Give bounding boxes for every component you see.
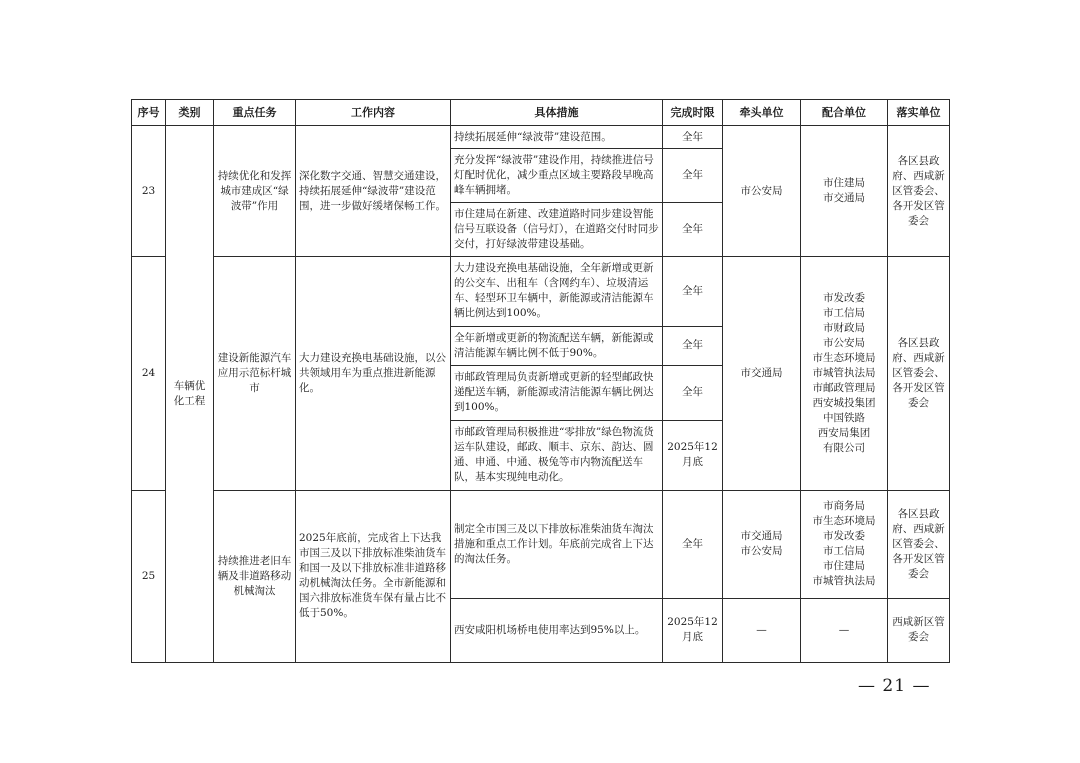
row-number: 23	[132, 126, 166, 256]
measure-cell: 市住建局在新建、改建道路时同步建设智能信号互联设备（信号灯），在道路交付时同步交付，打好绿波带建设基础。	[451, 202, 663, 256]
lead-cell: 市交通局	[723, 256, 801, 490]
deadline-cell: 全年	[663, 202, 723, 256]
coop-cell: 市发改委 市工信局 市财政局 市公安局 市生态环境局 市城管执法局 市邮政管理局 西安城投集团 中国铁路 西安局集团 有限公司	[801, 256, 888, 490]
measure-cell: 市邮政管理局积极推进“零排放”绿色物流货运车队建设，邮政、顺丰、京东、韵达、圆通、申通、中通、极兔等市内物流配送车队，基本实现纯电动化。	[451, 420, 663, 490]
impl-cell: 各区县政府、西咸新区管委会、各开发区管委会	[888, 126, 950, 256]
deadline-cell: 全年	[663, 256, 723, 326]
measure-cell: 充分发挥“绿波带”建设作用，持续推进信号灯配时优化，减少重点区域主要路段早晚高峰车辆拥堵。	[451, 148, 663, 202]
header-content: 工作内容	[296, 100, 451, 126]
lead-cell: 市交通局 市公安局	[723, 490, 801, 598]
header-row	[132, 100, 950, 126]
header-no: 序号	[132, 100, 166, 126]
impl-cell: 各区县政府、西咸新区管委会、各开发区管委会	[888, 490, 950, 598]
table-row	[132, 256, 950, 326]
row-number: 24	[132, 256, 166, 490]
content-cell: 深化数字交通、智慧交通建设，持续拓展延伸“绿波带”建设范围，进一步做好缓堵保畅工作。	[296, 126, 451, 256]
row-number: 25	[132, 490, 166, 662]
header-impl: 落实单位	[888, 100, 950, 126]
header-coop: 配合单位	[801, 100, 888, 126]
category-cell: 车辆优化工程	[166, 126, 214, 663]
measure-cell: 西安咸阳机场桥电使用率达到95%以上。	[451, 598, 663, 662]
coop-cell: 市商务局 市生态环境局 市发改委 市工信局 市住建局 市城管执法局	[801, 490, 888, 598]
header-measures: 具体措施	[451, 100, 663, 126]
header-lead: 牵头单位	[723, 100, 801, 126]
table-row	[132, 126, 950, 148]
header-category: 类别	[166, 100, 214, 126]
header-deadline: 完成时限	[663, 100, 723, 126]
task-cell: 持续优化和发挥城市建成区“绿波带”作用	[214, 126, 296, 256]
task-cell: 持续推进老旧车辆及非道路移动机械淘汰	[214, 490, 296, 662]
deadline-cell: 全年	[663, 126, 723, 148]
measures-table	[131, 99, 950, 663]
measure-cell: 市邮政管理局负责新增或更新的轻型邮政快递配送车辆，新能源或清洁能源车辆比例达到100%。	[451, 365, 663, 420]
task-cell: 建设新能源汽车应用示范标杆城市	[214, 256, 296, 490]
deadline-cell: 2025年12月底	[663, 420, 723, 490]
impl-cell: 西咸新区管委会	[888, 598, 950, 662]
coop-cell: 市住建局 市交通局	[801, 126, 888, 256]
content-cell: 2025年底前，完成省上下达我市国三及以下排放标准柴油货车和国一及以下排放标准非道路移动机械淘汰任务。全市新能源和国六排放标准货车保有量占比不低于50%。	[296, 490, 451, 662]
measure-cell: 持续拓展延伸“绿波带”建设范围。	[451, 126, 663, 148]
header-task: 重点任务	[214, 100, 296, 126]
deadline-cell: 全年	[663, 148, 723, 202]
deadline-cell: 全年	[663, 327, 723, 366]
table-row	[132, 490, 950, 598]
deadline-cell: 全年	[663, 365, 723, 420]
measure-cell: 大力建设充换电基础设施，全年新增或更新的公交车、出租车（含网约车）、垃圾清运车、轻型环卫车辆中，新能源或清洁能源车辆比例达到100%。	[451, 256, 663, 326]
page-number: — 21 —	[858, 676, 931, 696]
content-cell: 大力建设充换电基础设施，以公共领域用车为重点推进新能源化。	[296, 256, 451, 490]
lead-cell: 市公安局	[723, 126, 801, 256]
lead-cell: —	[723, 598, 801, 662]
coop-cell: —	[801, 598, 888, 662]
measure-cell: 全年新增或更新的物流配送车辆，新能源或清洁能源车辆比例不低于90%。	[451, 327, 663, 366]
measure-cell: 制定全市国三及以下排放标准柴油货车淘汰措施和重点工作计划。年底前完成省上下达的淘汰任务。	[451, 490, 663, 598]
deadline-cell: 全年	[663, 490, 723, 598]
deadline-cell: 2025年12月底	[663, 598, 723, 662]
impl-cell: 各区县政府、西咸新区管委会、各开发区管委会	[888, 256, 950, 490]
